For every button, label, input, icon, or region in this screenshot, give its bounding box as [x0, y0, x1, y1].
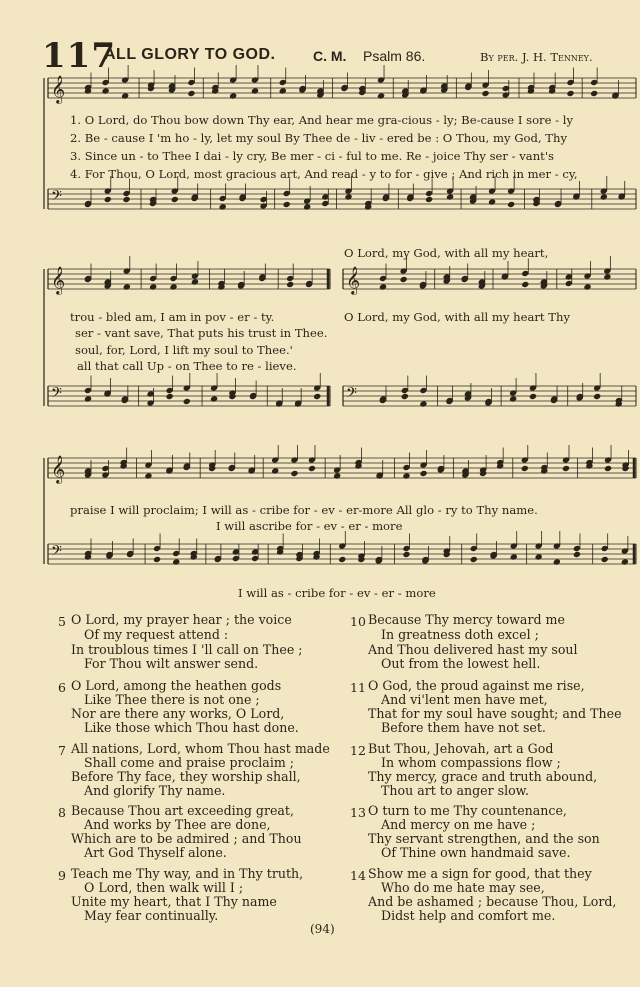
- verse-number: 7: [58, 743, 66, 758]
- note-head: [402, 472, 410, 479]
- verse-line: But Thou, Jehovah, art a God: [368, 741, 554, 756]
- verse-number: 11: [350, 680, 366, 695]
- verse-line: Out from the lowest hell.: [381, 656, 541, 671]
- note-head: [104, 196, 112, 203]
- note-head: [481, 90, 489, 97]
- composer-attribution: By per. J. H. Tenney.: [480, 50, 593, 64]
- verse-line: In greatness doth excel ;: [381, 627, 539, 642]
- note-head: [425, 196, 433, 203]
- hymn-meter: C. M.: [313, 48, 347, 64]
- psalm-reference: Psalm 86.: [363, 48, 426, 64]
- note-head: [279, 87, 287, 94]
- verse-line: Like Thee there is not one ;: [84, 692, 260, 707]
- note-head: [604, 465, 612, 472]
- verse-number: 5: [58, 614, 66, 629]
- verse-line: Unite my heart, that I Thy name: [71, 894, 277, 909]
- note-head: [169, 283, 177, 290]
- verse-line: O turn to me Thy countenance,: [368, 803, 567, 818]
- verse-number: 12: [350, 743, 366, 758]
- note-head: [488, 198, 496, 205]
- note-head: [229, 92, 237, 99]
- verse-line: And be ashamed ; because Thou, Lord,: [368, 894, 617, 909]
- verse-number: 14: [350, 868, 366, 883]
- note-head: [573, 551, 581, 558]
- note-head: [122, 196, 130, 203]
- page-number: (94): [310, 922, 335, 936]
- note-head: [121, 92, 129, 99]
- note-head: [509, 395, 517, 402]
- note-head: [401, 393, 409, 400]
- verse-line: For Thou wilt answer send.: [84, 656, 259, 671]
- system3-lyric-main: praise I will proclaim; I will as - cribe for - ev - er-more All glo - ry to Thy name.: [70, 503, 538, 517]
- system2-lyric-verse3: soul, for, Lord, I lift my soul to Thee.': [75, 343, 293, 357]
- bass-clef-icon: 𝄢: [346, 385, 357, 405]
- note-head: [344, 193, 352, 200]
- treble-clef-icon: 𝄞: [346, 266, 361, 294]
- note-head: [593, 393, 601, 400]
- note-head: [521, 281, 529, 288]
- note-head: [183, 398, 191, 405]
- note-head: [286, 281, 294, 288]
- note-head: [210, 395, 218, 402]
- verse-line: O Lord, among the heathen gods: [71, 678, 282, 693]
- verse-line: Thy servant strengthen, and the son: [368, 831, 600, 846]
- system1-lyric-verse1: 1. O Lord, do Thou bow down Thy ear, And hear me gra-cious - ly; Be-cause I sore - ly: [70, 113, 573, 127]
- note-head: [446, 193, 454, 200]
- verse-line: O Lord, my prayer hear ; the voice: [71, 612, 292, 627]
- verse-number: 6: [58, 680, 66, 695]
- note-head: [308, 465, 316, 472]
- verse-line: Nor are there any works, O Lord,: [71, 706, 285, 721]
- note-head: [313, 393, 321, 400]
- note-head: [419, 470, 427, 477]
- note-head: [377, 92, 385, 99]
- verse-line: O Lord, then walk will I ;: [84, 880, 244, 895]
- note-head: [583, 283, 591, 290]
- note-head: [271, 467, 279, 474]
- verse-line: And mercy on me have ;: [381, 817, 536, 832]
- verse-line: Teach me Thy way, and in Thy truth,: [71, 866, 304, 881]
- system2-top-text: O Lord, my God, with all my heart,: [344, 246, 549, 260]
- verse-line: Before Thy face, they worship shall,: [71, 769, 301, 784]
- note-head: [172, 558, 180, 565]
- note-head: [101, 87, 109, 94]
- verse-line: And glorify Thy name.: [84, 783, 226, 798]
- verse-number: 10: [350, 614, 366, 629]
- verse-line: And works by Thee are done,: [84, 817, 271, 832]
- bass-clef-icon: 𝄢: [51, 188, 62, 208]
- verse-line: In whom compassions flow ;: [381, 755, 561, 770]
- note-head: [149, 283, 157, 290]
- verse-line: Of Thine own handmaid save.: [381, 845, 571, 860]
- system1-lyric-verse2: 2. Be - cause I 'm ho - ly, let my soul By Thee de - liv - ered be : O Thou, my God, Thy: [70, 131, 568, 145]
- bass-clef-icon: 𝄢: [51, 543, 62, 563]
- note-head: [144, 472, 152, 479]
- system1-lyric-verse3: 3. Since un - to Thee I dai - ly cry, Be mer - ci - ful to me. Re - joice Thy ser - vant's: [70, 149, 554, 163]
- verse-number: 8: [58, 805, 66, 820]
- note-head: [603, 273, 611, 280]
- note-head: [251, 87, 259, 94]
- system3-lyric-alto: I will ascribe for - ev - er - more: [216, 519, 403, 533]
- note-head: [333, 472, 341, 479]
- treble-clef-icon: 𝄞: [51, 455, 66, 483]
- note-head: [84, 395, 92, 402]
- note-head: [166, 393, 174, 400]
- system2-right-lyric: O Lord, my God, with all my heart Thy: [344, 310, 571, 324]
- treble-clef-icon: 𝄞: [51, 75, 66, 103]
- verse-line: Before them have not set.: [381, 720, 546, 735]
- note-head: [621, 558, 629, 565]
- system2-lyric-verse2: ser - vant save, That puts his trust in Thee.: [75, 326, 328, 340]
- verse-line: Of my request attend :: [84, 627, 229, 642]
- note-head: [553, 558, 561, 565]
- verse-line: Because Thou art exceeding great,: [71, 803, 294, 818]
- note-head: [153, 556, 161, 563]
- note-head: [601, 556, 609, 563]
- verse-line: O God, the proud against me rise,: [368, 678, 585, 693]
- verse-line: In troublous times I 'll call on Thee ;: [71, 642, 303, 657]
- verse-line: Shall come and praise proclaim ;: [84, 755, 295, 770]
- note-head: [510, 553, 518, 560]
- treble-clef-icon: 𝄞: [51, 266, 66, 294]
- verse-line: Which are to be admired ; and Thou: [71, 831, 302, 846]
- verse-line: All nations, Lord, whom Thou hast made: [71, 741, 330, 756]
- verse-line: Art God Thyself alone.: [84, 845, 227, 860]
- note-head: [187, 90, 195, 97]
- note-head: [521, 465, 529, 472]
- verse-number: 13: [350, 805, 366, 820]
- verse-line: Thy mercy, grace and truth abound,: [368, 769, 598, 784]
- system3-lyric-bass: I will as - cribe for - ev - er - more: [238, 586, 436, 600]
- note-head: [590, 90, 598, 97]
- note-head: [535, 553, 543, 560]
- verse-line: That for my soul have sought; and Thee: [368, 706, 622, 721]
- bass-clef-icon: 𝄢: [51, 385, 62, 405]
- note-head: [507, 201, 515, 208]
- note-head: [402, 551, 410, 558]
- note-head: [338, 556, 346, 563]
- note-head: [290, 470, 298, 477]
- note-head: [566, 90, 574, 97]
- note-head: [419, 400, 427, 407]
- note-head: [283, 201, 291, 208]
- system2-lyric-verse1: trou - bled am, I am in pov - er - ty.: [70, 310, 275, 324]
- note-head: [470, 556, 478, 563]
- verse-line: Who do me hate may see,: [381, 880, 545, 895]
- note-head: [303, 203, 311, 210]
- verse-line: And Thou delivered hast my soul: [368, 642, 578, 657]
- verse-line: Because Thy mercy toward me: [368, 612, 565, 627]
- note-head: [219, 203, 227, 210]
- note-head: [600, 193, 608, 200]
- verse-line: Thou art to anger slow.: [381, 783, 529, 798]
- note-head: [529, 393, 537, 400]
- note-head: [191, 278, 199, 285]
- note-head: [562, 465, 570, 472]
- verse-line: And vi'lent men have met,: [381, 692, 548, 707]
- verse-line: May fear continually.: [84, 908, 219, 923]
- hymn-title: ALL GLORY TO GOD.: [104, 46, 276, 63]
- system2-lyric-verse4: all that call Up - on Thee to re - lieve.: [77, 359, 297, 373]
- note-head: [379, 283, 387, 290]
- hymn-number: 117: [42, 36, 116, 76]
- system1-lyric-verse4: 4. For Thou, O Lord, most gracious art, And read - y to for - give ; And rich in mer - cy,: [70, 167, 578, 181]
- verse-line: Didst help and comfort me.: [381, 908, 556, 923]
- verse-line: Show me a sign for good, that they: [368, 866, 592, 881]
- verse-line: Like those which Thou hast done.: [84, 720, 299, 735]
- note-head: [171, 196, 179, 203]
- note-head: [400, 276, 408, 283]
- verse-number: 9: [58, 868, 66, 883]
- note-head: [123, 283, 131, 290]
